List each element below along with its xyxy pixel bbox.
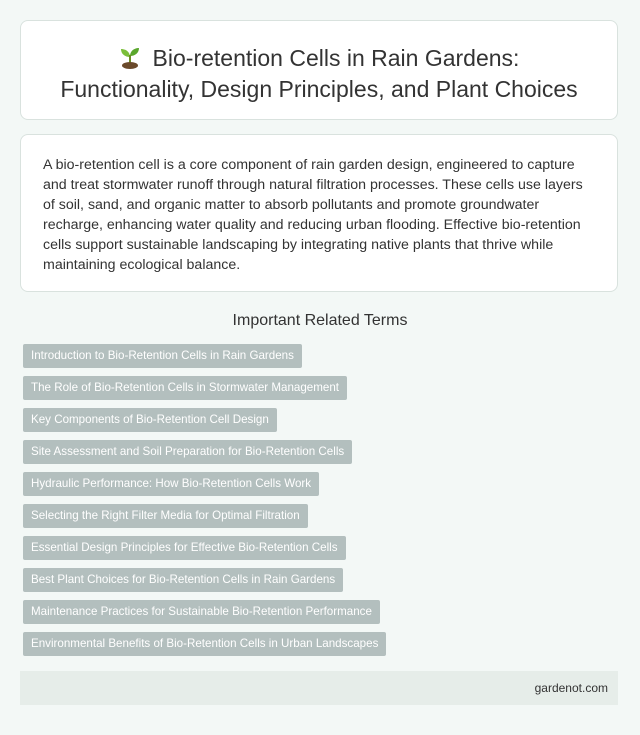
list-item <box>23 568 603 600</box>
related-terms-list <box>23 344 603 664</box>
term-chip[interactable]: Introduction to Bio-Retention Cells in Rain Gardens <box>23 344 302 368</box>
description-card <box>20 134 618 292</box>
term-chip[interactable]: Essential Design Principles for Effective Bio-Retention Cells <box>23 536 346 560</box>
list-item <box>23 440 603 472</box>
list-item <box>23 600 603 632</box>
page-title-line-1 <box>31 43 607 74</box>
term-chip[interactable]: Site Assessment and Soil Preparation for Bio-Retention Cells <box>23 440 352 464</box>
term-chip[interactable]: The Role of Bio-Retention Cells in Stormwater Management <box>23 376 347 400</box>
term-chip[interactable]: Hydraulic Performance: How Bio-Retention Cells Work <box>23 472 319 496</box>
related-terms-heading: Important Related Terms <box>232 312 408 329</box>
list-item <box>23 472 603 504</box>
list-item <box>23 504 603 536</box>
title-card <box>20 20 618 120</box>
list-item <box>23 408 603 440</box>
page-title-text-1: Bio-retention Cells in Rain Gardens: <box>152 45 520 71</box>
term-chip[interactable]: Maintenance Practices for Sustainable Bio-Retention Performance <box>23 600 380 624</box>
term-chip[interactable]: Environmental Benefits of Bio-Retention Cells in Urban Landscapes <box>23 632 386 656</box>
footer <box>20 671 618 705</box>
term-chip[interactable]: Best Plant Choices for Bio-Retention Cells in Rain Gardens <box>23 568 343 592</box>
term-chip[interactable]: Key Components of Bio-Retention Cell Design <box>23 408 277 432</box>
description-text: A bio-retention cell is a core component of rain garden design, engineered to capture and treat stormwater runoff through natural filtration processes. These cells use layers of soil, sand, and organic matter to absorb pollutants and promote groundwater recharge, enhancing water quality and reducing urban flooding. Effective bio-retention cells support sustainable landscaping by integrating native plants that thrive while maintaining ecological balance. <box>43 157 583 273</box>
list-item <box>23 632 603 664</box>
list-item <box>23 344 603 376</box>
page-title-line-2: Functionality, Design Principles, and Plant Choices <box>60 76 578 102</box>
list-item <box>23 536 603 568</box>
footer-site-link[interactable]: gardenot.com <box>534 681 608 695</box>
sprout-icon <box>119 45 141 69</box>
list-item <box>23 376 603 408</box>
term-chip[interactable]: Selecting the Right Filter Media for Optimal Filtration <box>23 504 308 528</box>
